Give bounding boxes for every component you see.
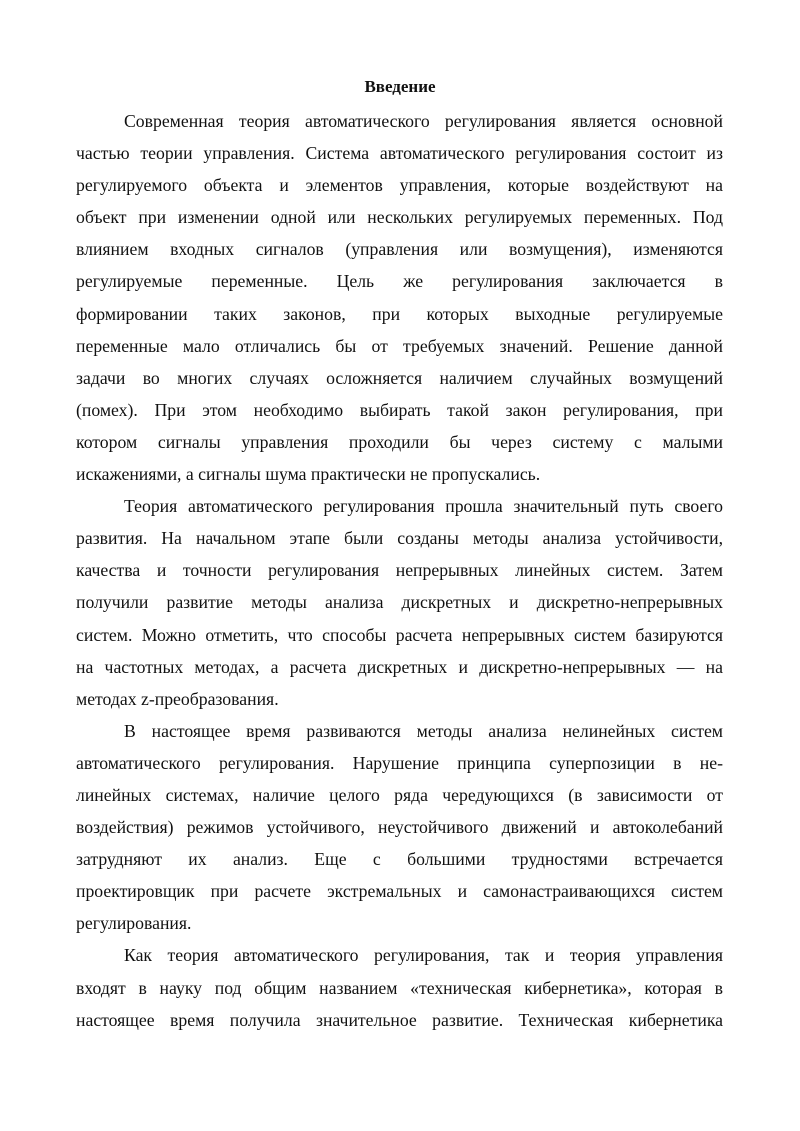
text-line: регулируемые переменные. Цель же регулирования заключается в	[76, 271, 723, 292]
text-line: регулирования.	[76, 913, 192, 934]
text-line: задачи во многих случаях осложняется наличием случайных возмущений	[76, 367, 723, 388]
text-line: линейных системах, наличие целого ряда чередующихся (в зависимости от	[76, 784, 723, 805]
text-line: настоящее время получила значительное развитие. Техническая кибернетика	[76, 1009, 723, 1030]
text-line: проектировщик при расчете экстремальных и самонастраивающихся систем	[76, 881, 723, 902]
text-line: частью теории управления. Система автоматического регулирования состоит из	[76, 143, 723, 164]
text-line: (помех). При этом необходимо выбирать такой закон регулирования, при	[76, 399, 723, 420]
text-line: формировании таких законов, при которых выходные регулируемые	[76, 303, 723, 324]
paragraph-4	[76, 939, 723, 1035]
paragraph-1	[76, 105, 723, 490]
text-line: Как теория автоматического регулирования, так и теория управления	[124, 945, 723, 966]
text-line: искажениями, а сигналы шума практически не пропускались.	[76, 464, 541, 485]
document-body	[76, 105, 723, 1036]
text-line: Современная теория автоматического регулирования является основной	[124, 111, 723, 131]
paragraph-2	[76, 490, 723, 715]
text-line: объект при изменении одной или нескольких регулируемых переменных. Под	[76, 207, 723, 228]
text-line: регулируемого объекта и элементов управления, которые воздействуют на	[76, 175, 723, 196]
text-line: В настоящее время развиваются методы анализа нелинейных систем	[124, 720, 723, 741]
text-line: качества и точности регулирования непрерывных линейных систем. Затем	[76, 560, 723, 581]
text-line: затрудняют их анализ. Еще с большими трудностями встречается	[76, 849, 723, 870]
text-line: получили развитие методы анализа дискретных и дискретно-непрерывных	[76, 592, 723, 613]
text-line: на частотных методах, а расчета дискретных и дискретно-непрерывных — на	[76, 656, 723, 677]
text-line: котором сигналы управления проходили бы через систему с малыми	[76, 431, 723, 452]
text-line: развития. На начальном этапе были созданы методы анализа устойчивости,	[76, 528, 723, 549]
text-line: автоматического регулирования. Нарушение принципа суперпозиции в не-	[76, 752, 723, 773]
paragraph-3	[76, 715, 723, 940]
text-line: Теория автоматического регулирования прошла значительный путь своего	[124, 496, 723, 517]
page-title: Введение	[364, 77, 436, 96]
text-line: входят в науку под общим названием «техническая кибернетика», которая в	[76, 977, 723, 998]
text-line: влиянием входных сигналов (управления или возмущения), изменяются	[76, 239, 723, 260]
text-line: систем. Можно отметить, что способы расчета непрерывных систем базируются	[76, 624, 723, 645]
text-line: воздействия) режимов устойчивого, неустойчивого движений и автоколебаний	[76, 817, 723, 838]
text-line: методах z-преобразования.	[76, 688, 279, 709]
text-line: переменные мало отличались бы от требуемых значений. Решение данной	[76, 335, 723, 356]
